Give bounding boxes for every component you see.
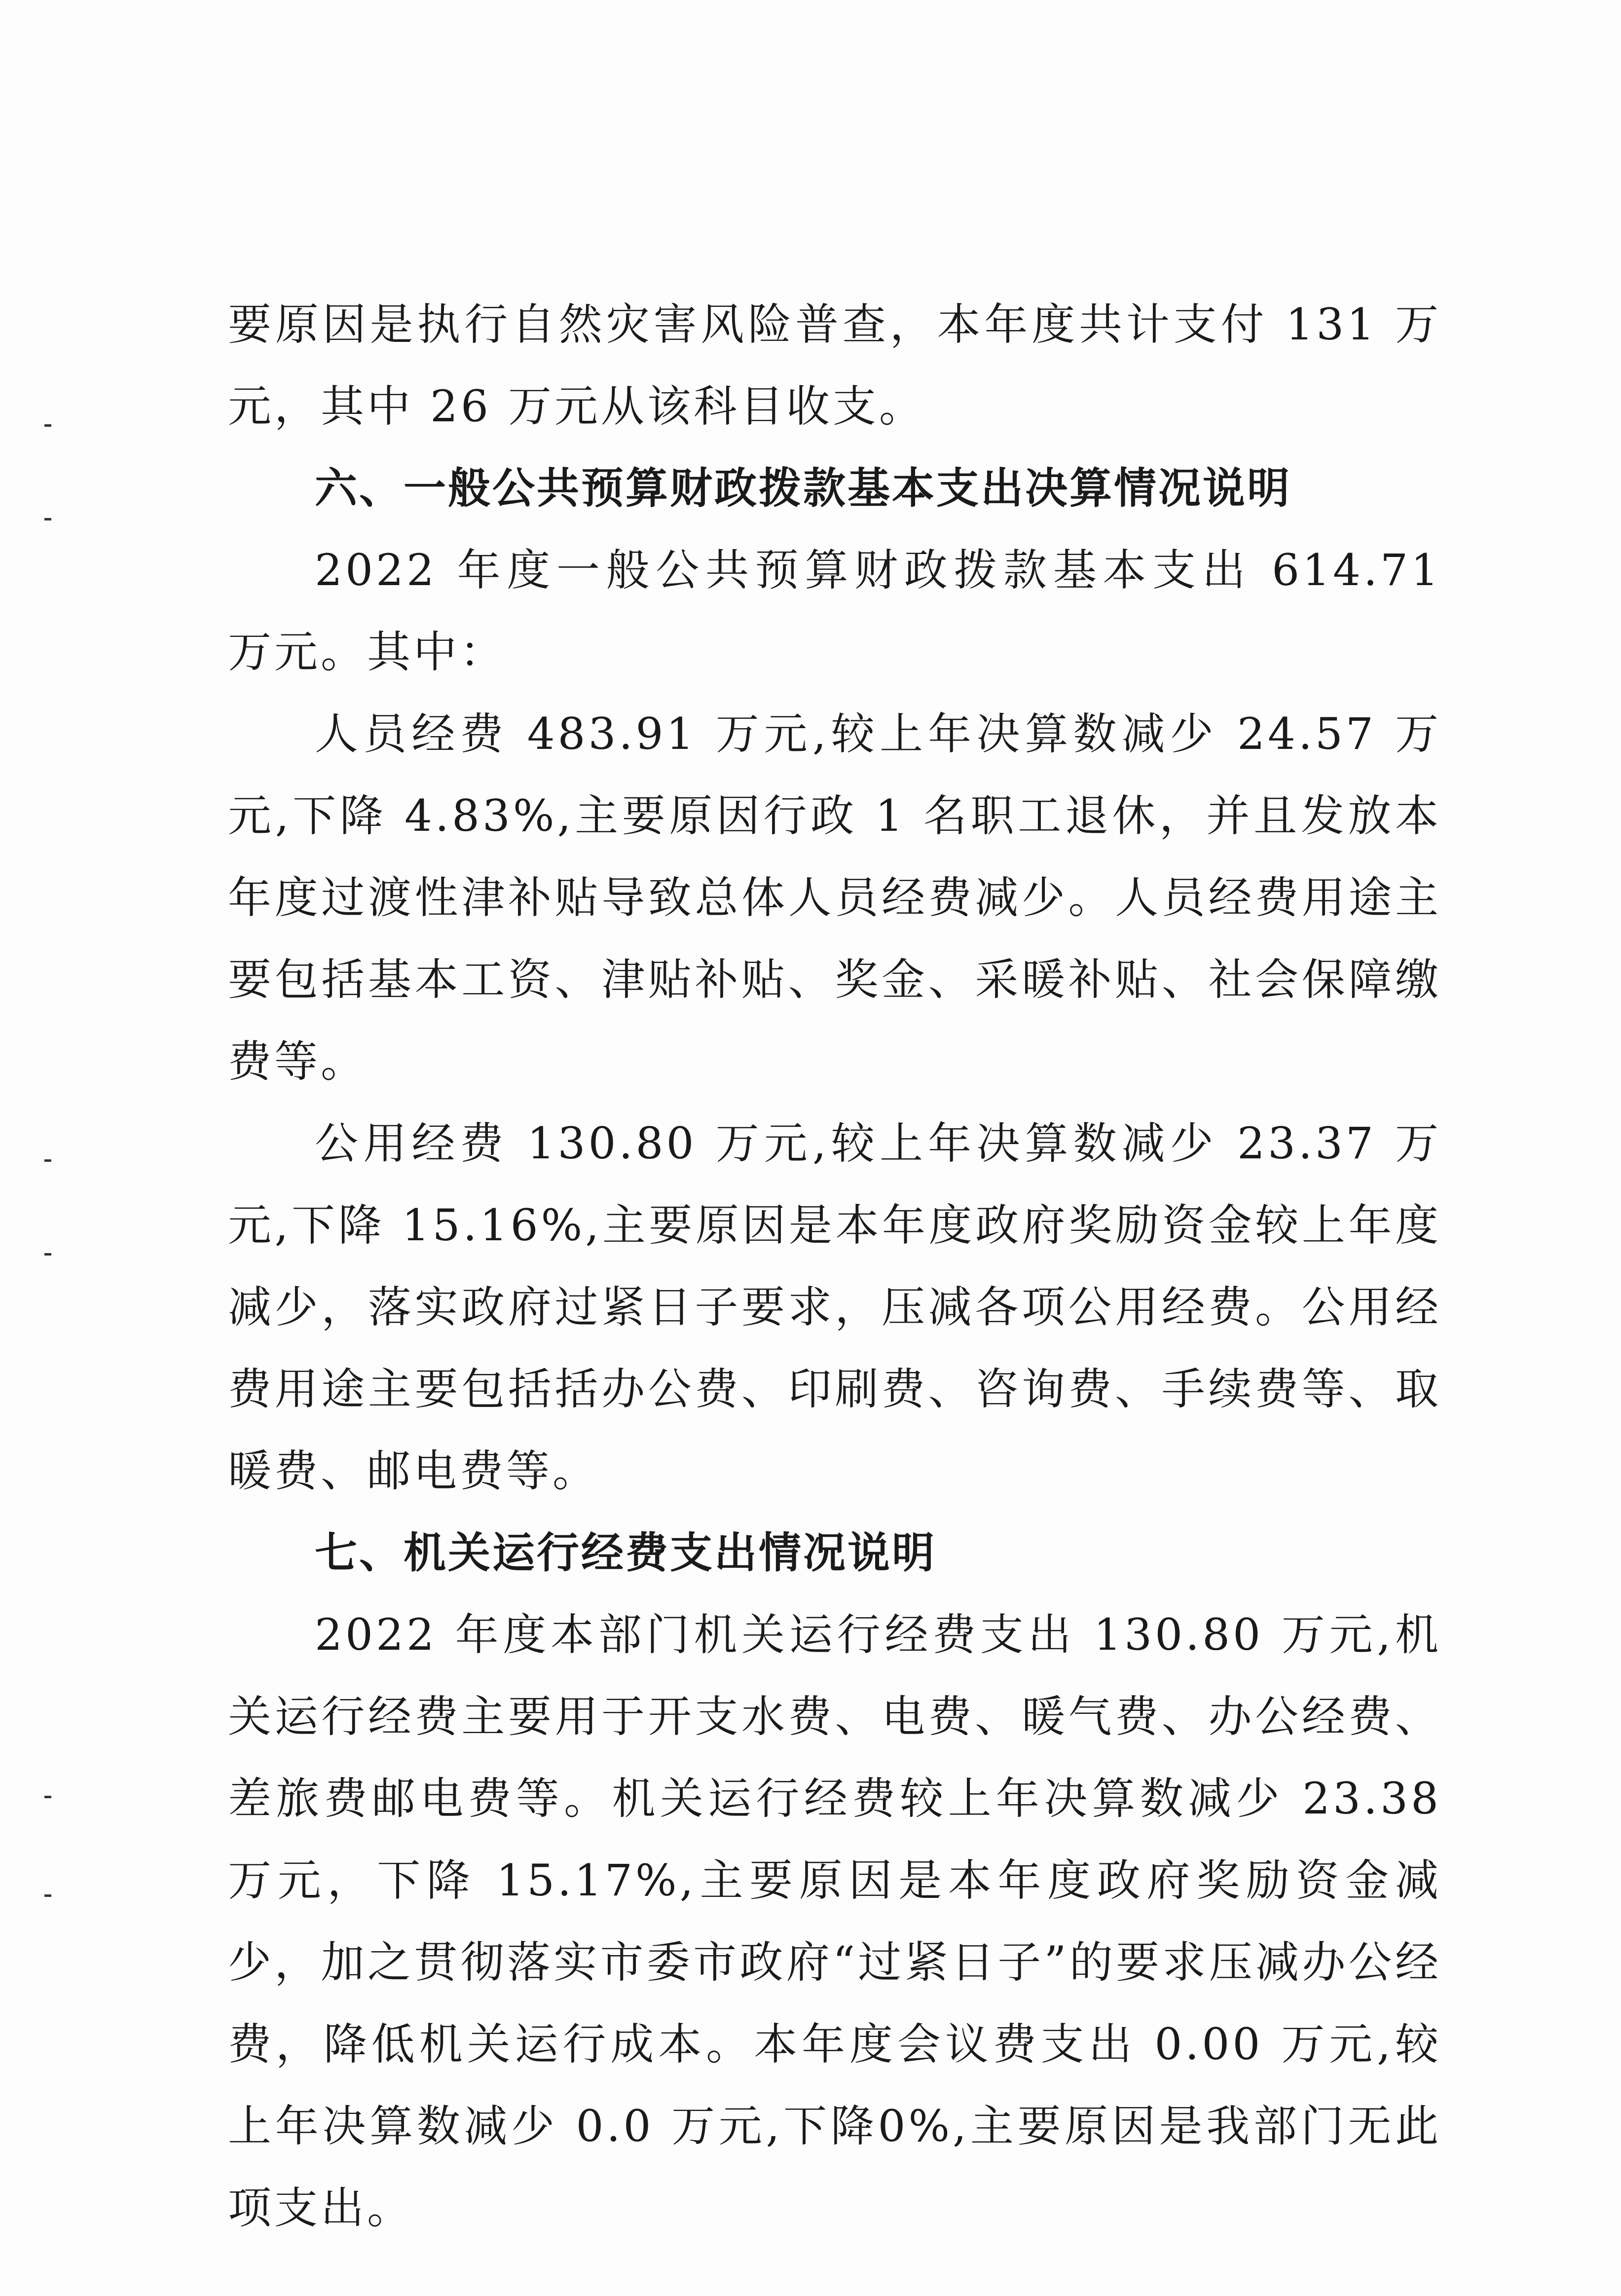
margin-mark <box>44 1894 51 1897</box>
margin-mark <box>44 1159 51 1162</box>
paragraph-continuation: 要原因是执行自然灾害风险普查，本年度共计支付 131 万元，其中 26 万元从该科目收支。 <box>228 299 1441 432</box>
margin-mark <box>44 424 51 427</box>
margin-mark <box>44 518 51 520</box>
paragraph-operating-costs: 2022 年度本部门机关运行经费支出 130.80 万元,机关运行经费主要用于开支水费、电费、暖气费、办公经费、差旅费邮电费等。机关运行经费较上年决算数减少 23.38 万元，下降 15.17%,主要原因是本年度政府奖励资金减少，加之贯彻落实市委市政府“过紧日子”的要求压减办公经费，降低机关运行成本。本年度会议费支出 0.00 万元,较上年决算数减少 0.0 万元,下降0%,主要原因是我部门无此项支出。 <box>228 1609 1441 2233</box>
margin-mark <box>44 1253 51 1256</box>
body-text <box>228 284 1441 2249</box>
margin-mark <box>44 1796 51 1798</box>
paragraph-personnel-expenses: 人员经费 483.91 万元,较上年决算数减少 24.57 万元,下降 4.83%,主要原因行政 1 名职工退休，并且发放本年度过渡性津补贴导致总体人员经费减少。人员经费用途主要包括基本工资、津贴补贴、奖金、采暖补贴、社会保障缴费等。 <box>228 708 1441 1087</box>
section-heading-6: 六、一般公共预算财政拨款基本支出决算情况说明 <box>315 464 1291 513</box>
paragraph-public-expenses: 公用经费 130.80 万元,较上年决算数减少 23.37 万元,下降 15.16%,主要原因是本年度政府奖励资金较上年度减少，落实政府过紧日子要求，压减各项公用经费。公用经费用途主要包括括办公费、印刷费、咨询费、手续费等、取暖费、邮电费等。 <box>228 1118 1441 1496</box>
section-heading-7: 七、机关运行经费支出情况说明 <box>315 1528 936 1578</box>
paragraph-basic-expenditure: 2022 年度一般公共预算财政拨款基本支出 614.71 万元。其中： <box>228 545 1441 677</box>
